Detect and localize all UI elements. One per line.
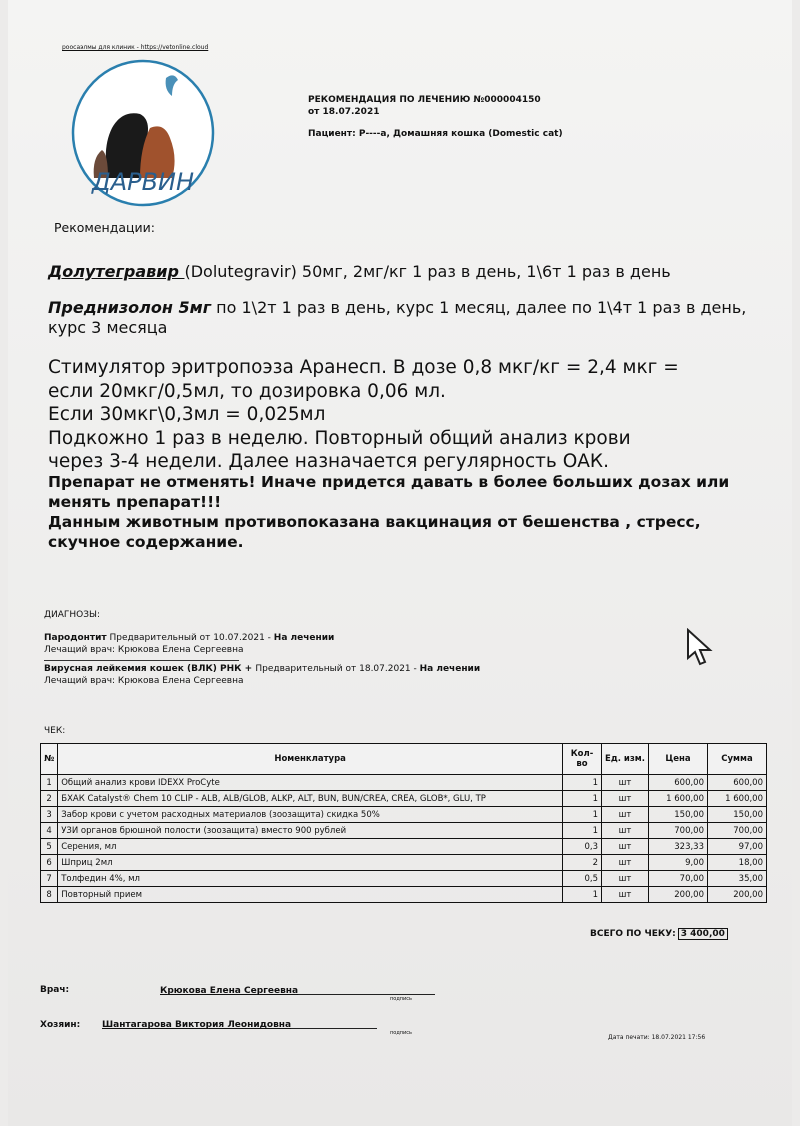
row-sum: 18,00 — [708, 855, 767, 871]
table-row — [41, 791, 767, 807]
row-sum: 700,00 — [708, 823, 767, 839]
diagnoses-label: ДИАГНОЗЫ: — [44, 610, 101, 620]
table-row — [41, 775, 767, 791]
row-number: 3 — [41, 807, 58, 823]
row-unit: шт — [602, 839, 649, 855]
row-item: Общий анализ крови IDEXX ProCyte — [58, 775, 563, 791]
table-row — [41, 855, 767, 871]
svg-text:ДАРВИН: ДАРВИН — [91, 168, 195, 196]
total-value: 3 400,00 — [678, 928, 728, 940]
row-item: Забор крови с учетом расходных материалов (зоозащита) скидка 50% — [58, 807, 563, 823]
row-item: Серения, мл — [58, 839, 563, 855]
doctor-label: Врач: — [40, 985, 70, 995]
table-row — [41, 807, 767, 823]
row-qty: 2 — [563, 855, 602, 871]
print-date: Дата печати: 18.07.2021 17:56 — [608, 1034, 706, 1041]
row-unit: шт — [602, 775, 649, 791]
col-number: № — [41, 744, 58, 775]
col-nomenclature: Номенклатура — [58, 744, 563, 775]
rec-line: через 3-4 недели. Далее назначается регулярность ОАК. — [48, 451, 609, 472]
table-row — [41, 887, 767, 903]
row-price: 70,00 — [649, 871, 708, 887]
rec-line: если 20мкг/0,5мл, то дозировка 0,06 мл. — [48, 380, 446, 402]
patient-info: Пациент: Р----а, Домашняя кошка (Domestic cat) — [308, 129, 563, 139]
col-price: Цена — [649, 744, 708, 775]
row-item: Повторный прием — [58, 887, 563, 903]
recommendations-label: Рекомендации: — [54, 220, 155, 235]
row-sum: 35,00 — [708, 871, 767, 887]
row-sum: 1 600,00 — [708, 791, 767, 807]
row-unit: шт — [602, 823, 649, 839]
owner-name: Шантагарова Виктория Леонидовна — [102, 1020, 292, 1030]
row-number: 7 — [41, 871, 58, 887]
table-row — [41, 823, 767, 839]
row-qty: 0,5 — [563, 871, 602, 887]
drug-dosage: (Dolutegravir) 50мг, 2мг/кг 1 раз в день, 1\6т 1 раз в день — [184, 262, 671, 281]
row-qty: 1 — [563, 791, 602, 807]
drug-name: Долутегравир — [48, 262, 185, 281]
col-qty: Кол-во — [563, 744, 602, 775]
row-sum: 150,00 — [708, 807, 767, 823]
row-qty: 1 — [563, 807, 602, 823]
row-item: УЗИ органов брюшной полости (зоозащита) вместо 900 рублей — [58, 823, 563, 839]
row-item: Толфедин 4%, мл — [58, 871, 563, 887]
clinic-logo — [68, 58, 218, 208]
document-title: РЕКОМЕНДАЦИЯ ПО ЛЕЧЕНИЮ №000004150 — [308, 95, 541, 105]
row-sum: 97,00 — [708, 839, 767, 855]
row-number: 4 — [41, 823, 58, 839]
row-qty: 0,3 — [563, 839, 602, 855]
signature-caption: подпись — [390, 1030, 412, 1036]
row-price: 9,00 — [649, 855, 708, 871]
row-sum: 200,00 — [708, 887, 767, 903]
total-label: ВСЕГО ПО ЧЕКУ: — [590, 929, 676, 939]
diagnosis-item: Пародонтит Предварительный от 10.07.2021 - На лечении — [44, 633, 335, 643]
drug-dosage: по 1\2т 1 раз в день, курс 1 месяц, далее по 1\4т 1 раз в день, курс 3 месяца — [48, 298, 747, 337]
row-qty: 1 — [563, 775, 602, 791]
diagnosis-doctor: Лечащий врач: Крюкова Елена Сергеевна — [44, 645, 244, 655]
row-price: 700,00 — [649, 823, 708, 839]
row-unit: шт — [602, 855, 649, 871]
row-number: 1 — [41, 775, 58, 791]
table-row — [41, 871, 767, 887]
row-number: 5 — [41, 839, 58, 855]
warning-text: Препарат не отменять! Иначе придется давать в более больших дозах или менять препарат!!! — [48, 473, 730, 511]
divider — [44, 660, 239, 661]
row-price: 323,33 — [649, 839, 708, 855]
table-row — [41, 839, 767, 855]
row-unit: шт — [602, 871, 649, 887]
row-unit: шт — [602, 887, 649, 903]
row-price: 600,00 — [649, 775, 708, 791]
col-unit: Ед. изм. — [602, 744, 649, 775]
row-number: 2 — [41, 791, 58, 807]
row-price: 150,00 — [649, 807, 708, 823]
receipt-table — [40, 743, 767, 903]
drug-name: Преднизолон 5мг — [48, 298, 212, 317]
col-sum: Сумма — [708, 744, 767, 775]
rec-line: Стимулятор эритропоэза Аранесп. В дозе 0,8 мкг/кг = 2,4 мкг = — [48, 357, 679, 378]
rec-line: Если 30мкг\0,3мл = 0,025мл — [48, 404, 326, 425]
diagnosis-item: Вирусная лейкемия кошек (ВЛК) РНК + Предварительный от 18.07.2021 - На лечении — [44, 664, 481, 674]
signature-caption: подпись — [390, 996, 412, 1002]
row-item: Шприц 2мл — [58, 855, 563, 871]
mouse-cursor-icon — [686, 628, 714, 668]
row-item: БХАК Catalyst® Chem 10 CLIP - ALB, ALB/GLOB, ALKP, ALT, BUN, BUN/CREA, CREA, GLOB*, GLU, TP — [58, 791, 563, 807]
row-unit: шт — [602, 791, 649, 807]
owner-label: Хозяин: — [40, 1020, 81, 1030]
receipt-label: ЧЕК: — [44, 726, 66, 736]
row-price: 200,00 — [649, 887, 708, 903]
diagnosis-doctor: Лечащий врач: Крюкова Елена Сергеевна — [44, 676, 244, 686]
clinic-link: роосаэлмы для клиник - https://vetonline.cloud — [62, 44, 209, 51]
document-date: от 18.07.2021 — [308, 107, 380, 117]
row-number: 6 — [41, 855, 58, 871]
row-qty: 1 — [563, 823, 602, 839]
doctor-name: Крюкова Елена Сергеевна — [160, 986, 299, 996]
row-sum: 600,00 — [708, 775, 767, 791]
rec-line: Подкожно 1 раз в неделю. Повторный общий анализ крови — [48, 427, 631, 449]
warning-text: Данным животным противопоказана вакцинация от бешенства , стресс, скучное содержание. — [48, 513, 701, 551]
row-price: 1 600,00 — [649, 791, 708, 807]
row-qty: 1 — [563, 887, 602, 903]
row-number: 8 — [41, 887, 58, 903]
row-unit: шт — [602, 807, 649, 823]
